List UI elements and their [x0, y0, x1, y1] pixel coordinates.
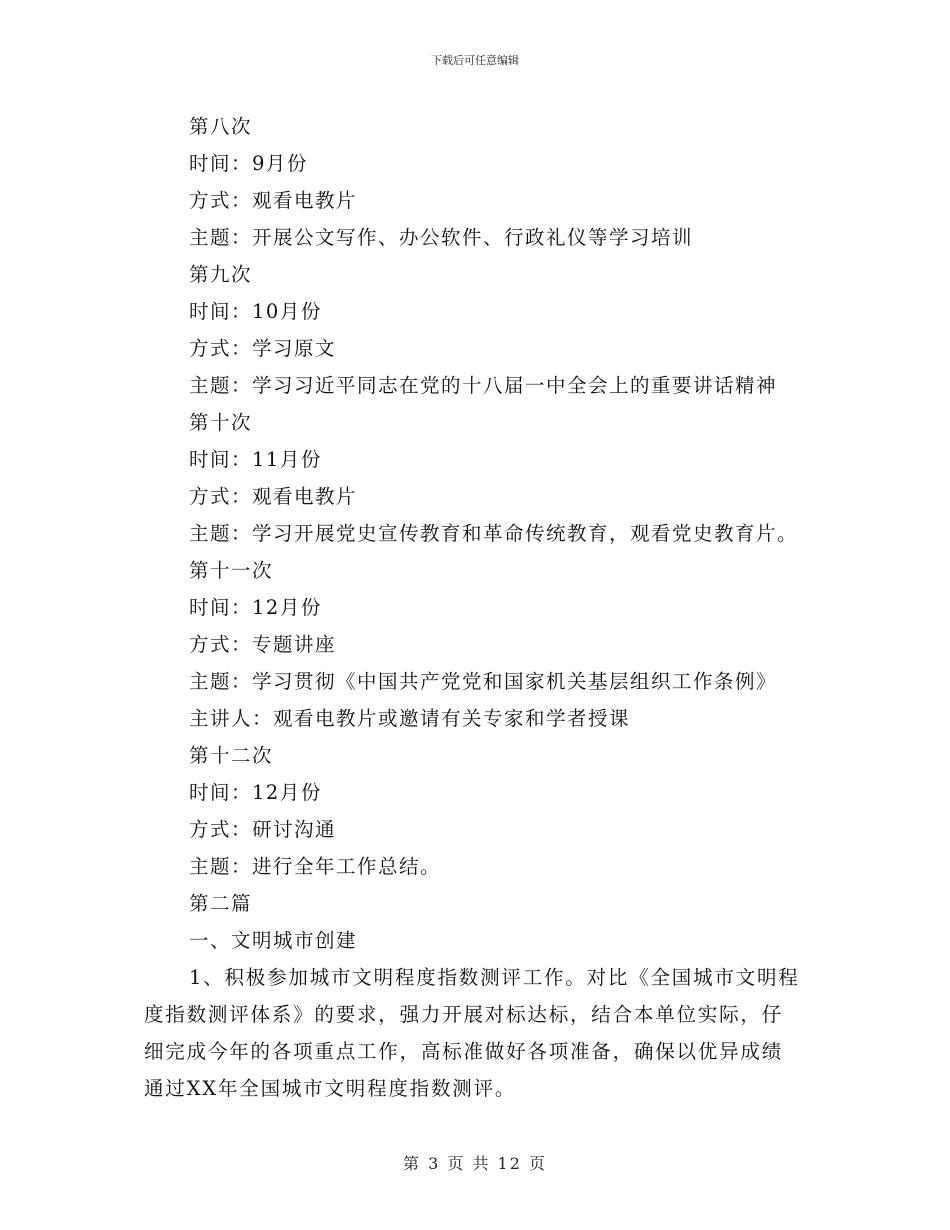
- page-number: 第 3 页 共 12 页: [403, 1154, 547, 1173]
- topic-line: 主题：学习开展党史宣传教育和革命传统教育，观看党史教育片。: [189, 522, 799, 545]
- time-line: 时间：12月份: [189, 781, 322, 804]
- method-line: 方式：专题讲座: [189, 633, 337, 656]
- document-body: [144, 108, 824, 1107]
- section-heading: 第十二次: [189, 744, 274, 767]
- chapter-heading: 一、文明城市创建: [189, 929, 358, 952]
- speaker-line: 主讲人：观看电教片或邀请有关专家和学者授课: [189, 707, 631, 730]
- topic-line: 主题：开展公文写作、办公软件、行政礼仪等学习培训: [189, 226, 694, 249]
- section-heading: 第十次: [189, 411, 253, 434]
- topic-line: 主题：学习习近平同志在党的十八届一中全会上的重要讲话精神: [189, 374, 778, 397]
- method-line: 方式：研讨沟通: [189, 818, 337, 841]
- time-line: 时间：12月份: [189, 596, 322, 619]
- topic-line: 主题：进行全年工作总结。: [189, 855, 442, 878]
- method-line: 方式：学习原文: [189, 337, 337, 360]
- topic-line: 主题：学习贯彻《中国共产党党和国家机关基层组织工作条例》: [189, 670, 778, 693]
- page-header-note: 下载后可任意编辑: [431, 54, 519, 67]
- time-line: 时间：9月份: [189, 152, 308, 175]
- body-paragraph: 1、积极参加城市文明程度指数测评工作。对比《全国城市文明程度指数测评体系》的要求，强力开展对标达标，结合本单位实际，仔细完成今年的各项重点工作，高标准做好各项准备，确保以优异成绩通过XX年全国城市文明程度指数测评。: [144, 966, 800, 1100]
- time-line: 时间：10月份: [189, 300, 322, 323]
- time-line: 时间：11月份: [189, 448, 322, 471]
- section-heading: 第八次: [189, 115, 253, 138]
- section-heading: 第九次: [189, 263, 253, 286]
- part-heading: 第二篇: [189, 892, 253, 915]
- method-line: 方式：观看电教片: [189, 189, 358, 212]
- section-heading: 第十一次: [189, 559, 274, 582]
- method-line: 方式：观看电教片: [189, 485, 358, 508]
